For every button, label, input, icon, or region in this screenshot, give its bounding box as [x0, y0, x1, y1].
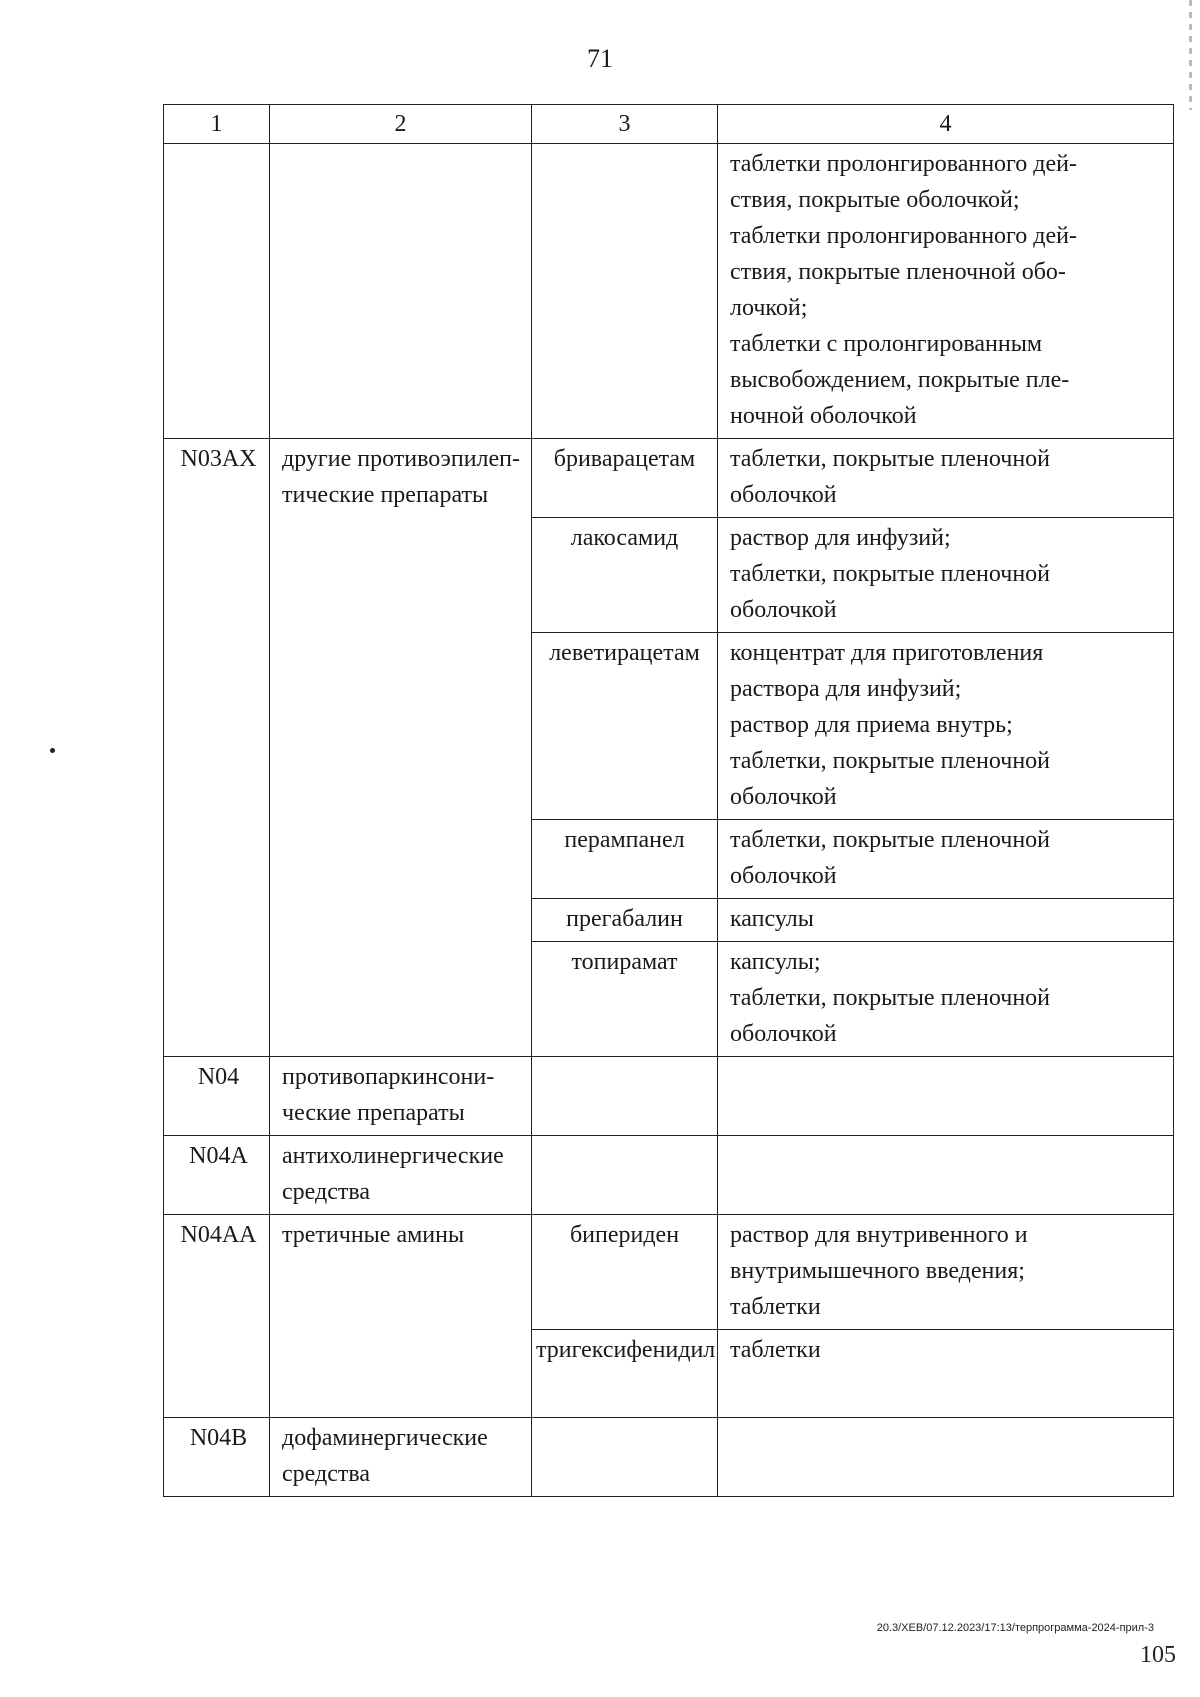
drug-name: бипериден [532, 1215, 718, 1330]
dosage-form-line: таблетки с пролонгированным [730, 331, 1043, 357]
drug-name-cell [532, 144, 718, 439]
atc-code: N03AX [164, 439, 270, 1057]
group-name [270, 1215, 532, 1418]
table-row [164, 1136, 1174, 1215]
dosage-form-line: ствия, покрытые оболочкой; [730, 187, 1020, 213]
drug-name: лакосамид [532, 518, 718, 633]
group-name-line: средства [282, 1179, 371, 1205]
dosage-forms [718, 942, 1174, 1057]
atc-code: N04A [164, 1136, 270, 1215]
dosage-forms-cell [718, 144, 1174, 439]
dosage-forms [718, 1136, 1174, 1215]
code-cell [164, 144, 270, 439]
group-name [270, 439, 532, 1057]
table-row [164, 144, 1174, 439]
table-row [164, 1057, 1174, 1136]
table-row [164, 1215, 1174, 1330]
dosage-form-line: ночной оболочкой [730, 403, 917, 429]
group-name-line: третичные амины [282, 1222, 465, 1248]
dosage-forms [718, 633, 1174, 820]
dosage-form-line: внутримышечного введения; [730, 1258, 1025, 1284]
dosage-forms [718, 899, 1174, 942]
dosage-form-line: раствора для инфузий; [730, 676, 962, 702]
group-name-line: ческие препараты [282, 1100, 465, 1126]
drug-name: бриварацетам [532, 439, 718, 518]
header-col-4: 4 [718, 105, 1174, 144]
dosage-form-line: таблетки пролонгированного дей- [730, 223, 1078, 249]
dosage-form-line: таблетки пролонгированного дей- [730, 151, 1078, 177]
dosage-form-line: капсулы; [730, 949, 821, 975]
dosage-form-line: таблетки, покрытые пленочной [730, 827, 1051, 853]
atc-code: N04B [164, 1418, 270, 1497]
atc-code: N04 [164, 1057, 270, 1136]
dosage-form-line: раствор для приема внутрь; [730, 712, 1013, 738]
sheet-number: 105 [1140, 1642, 1176, 1668]
dosage-form-line: таблетки, покрытые пленочной [730, 748, 1051, 774]
dosage-forms [718, 1330, 1174, 1418]
dosage-form-line: оболочкой [730, 482, 837, 508]
group-name-line: другие противоэпилеп- [282, 446, 521, 472]
drug-name: прегабалин [532, 899, 718, 942]
table-row [164, 1418, 1174, 1497]
drug-table [163, 104, 1174, 1497]
dosage-form-line: оболочкой [730, 1021, 837, 1047]
header-col-2: 2 [270, 105, 532, 144]
group-name-line: средства [282, 1461, 371, 1487]
scan-dot [50, 748, 55, 753]
dosage-form-line: таблетки [730, 1294, 821, 1320]
drug-name: перампанел [532, 820, 718, 899]
dosage-form-line: оболочкой [730, 784, 837, 810]
group-name-line: дофаминергические [282, 1425, 488, 1451]
group-name [270, 1057, 532, 1136]
group-name-line: антихолинергические [282, 1143, 504, 1169]
group-name-cell [270, 144, 532, 439]
group-name-line: противопаркинсони- [282, 1064, 495, 1090]
dosage-form-line: таблетки, покрытые пленочной [730, 446, 1051, 472]
dosage-forms [718, 439, 1174, 518]
dosage-forms [718, 1418, 1174, 1497]
drug-name: леветирацетам [532, 633, 718, 820]
dosage-form-line: концентрат для приготовления [730, 640, 1044, 666]
drug-name [532, 1136, 718, 1215]
document-code: 20.3/ХЕВ/07.12.2023/17:13/терпрограмма-2024-прил-3 [876, 1622, 1154, 1634]
dosage-form-line: таблетки, покрытые пленочной [730, 561, 1051, 587]
header-row [164, 105, 1174, 144]
group-name [270, 1418, 532, 1497]
dosage-form-line: раствор для инфузий; [730, 525, 951, 551]
dosage-form-line: капсулы [730, 906, 814, 932]
table-row [164, 439, 1174, 518]
group-name [270, 1136, 532, 1215]
header-col-1: 1 [164, 105, 270, 144]
dosage-form-line: оболочкой [730, 863, 837, 889]
header-col-3: 3 [532, 105, 718, 144]
dosage-form-line: раствор для внутривенного и [730, 1222, 1028, 1248]
dosage-forms [718, 518, 1174, 633]
drug-name [532, 1418, 718, 1497]
atc-code: N04AA [164, 1215, 270, 1418]
dosage-form-line: лочкой; [730, 295, 808, 321]
dosage-forms [718, 1057, 1174, 1136]
group-name-line: тические препараты [282, 482, 489, 508]
dosage-form-line: высвобождением, покрытые пле- [730, 367, 1070, 393]
drug-name: топирамат [532, 942, 718, 1057]
dosage-form-line: таблетки [730, 1337, 821, 1363]
drug-name [532, 1057, 718, 1136]
dosage-form-line: оболочкой [730, 597, 837, 623]
dosage-form-line: ствия, покрытые пленочной обо- [730, 259, 1066, 285]
dosage-forms [718, 1215, 1174, 1330]
dosage-forms [718, 820, 1174, 899]
dosage-form-line: таблетки, покрытые пленочной [730, 985, 1051, 1011]
drug-name: тригексифенидил [532, 1330, 718, 1418]
page-number: 71 [587, 44, 613, 73]
